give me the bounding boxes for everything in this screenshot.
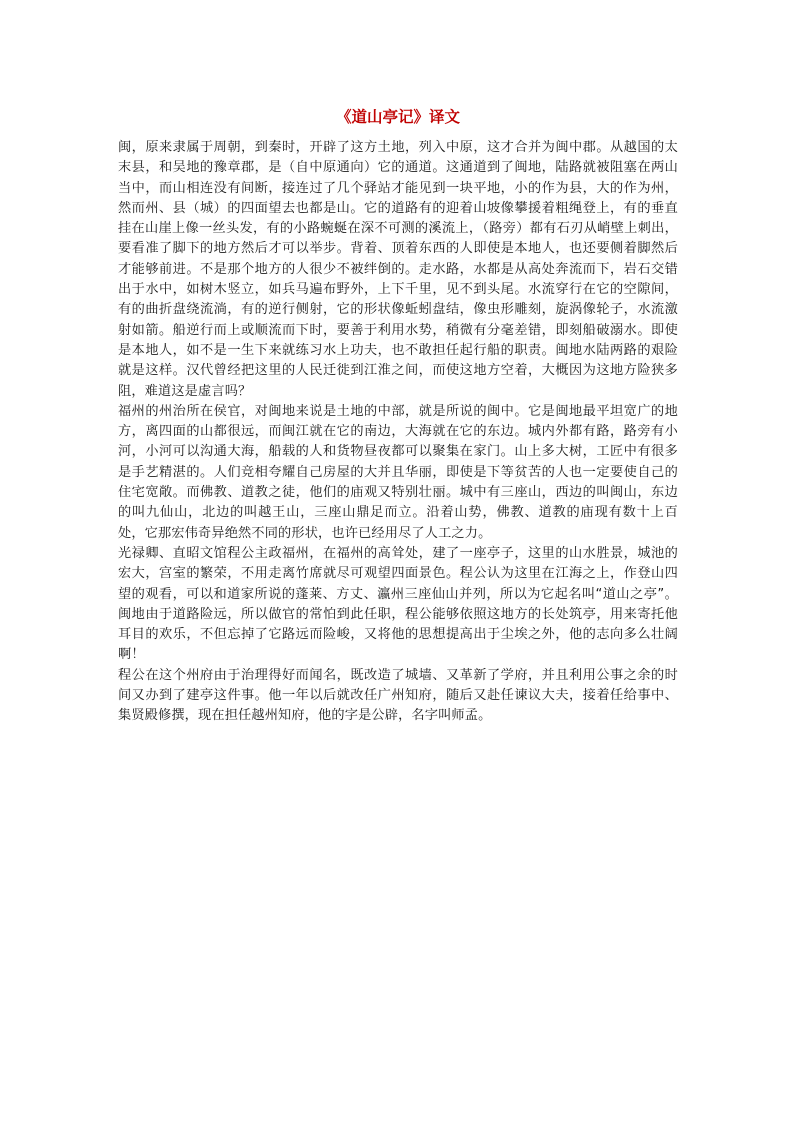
paragraph-1: 闽，原来隶属于周朝，到秦时，开辟了这方土地，列入中原，这才合并为闽中郡。从越国的太末县，和吴地的豫章郡，是（自中原通向）它的通道。这通道到了闽地，陆路就被阻塞在两山当中，而山相连没有间断，接连过了几个驿站才能见到一块平地，小的作为县，大的作为州，然而州、县（城）的四面望去也都是山。它的道路有的迎着山坡像攀援着粗绳登上，有的垂直挂在山崖上像一丝头发，有的小路蜿蜒在深不可测的溪流上，（路旁）都有石刃从峭壁上刺出，要看准了脚下的地方然后才可以举步。背着、顶着东西的人即使是本地人，也还要侧着脚然后才能够前进。不是那个地方的人很少不被绊倒的。走水路，水都是从高处奔流而下，岩石交错出于水中，如树木竖立，如兵马遍布野外，上下千里，见不到头尾。水流穿行在它的空隙间，有的曲折盘绕流淌，有的逆行侧射，它的形状像蚯蚓盘结，像虫形雕刻，旋涡像轮子，水流激射如箭。船逆行而上或顺流而下时，要善于利用水势，稍微有分毫差错，即刻船破溺水。即使是本地人，如不是一生下来就练习水上功夫，也不敢担任起行船的职责。闽地水陆两路的艰险就是这样。汉代曾经把这里的人民迁徙到江淮之间，而使这地方空着，大概因为这地方险狭多阻，难道这是虚言吗？ bbox=[118, 140, 678, 399]
document-page bbox=[118, 106, 678, 727]
paragraph-4: 程公在这个州府由于治理得好而闻名，既改造了城墙、又革新了学府，并且利用公事之余的时间又办到了建亭这件事。他一年以后就改任广州知府，随后又赴任谏议大夫，接着任给事中、集贤殿修撰，现在担任越州知府，他的字是公辟，名字叫师孟。 bbox=[118, 667, 678, 724]
document-title: 《道山亭记》译文 bbox=[335, 108, 460, 126]
paragraph-3: 光禄卿、直昭文馆程公主政福州，在福州的高耸处，建了一座亭子，这里的山水胜景，城池的宏大，宫室的繁荣，不用走离竹席就尽可观望四面景色。程公认为这里在江海之上，作登山四望的观看，可以和道家所说的蓬莱、方丈、瀛州三座仙山并列，所以为它起名叫“道山之亭”。闽地由于道路险远，所以做官的常怕到此任职，程公能够依照这地方的长处筑亭，用来寄托他耳目的欢乐，不但忘掉了它路远而险峻，又将他的思想提高出于尘埃之外，他的志向多么壮阔啊！ bbox=[118, 545, 678, 663]
paragraph-2: 福州的州治所在侯官，对闽地来说是土地的中部，就是所说的闽中。它是闽地最平坦宽广的地方，离四面的山都很远，而闽江就在它的南边，大海就在它的东边。城内外都有路，路旁有小河，小河可以沟通大海，船载的人和货物昼夜都可以聚集在家门。山上多大树，工匠中有很多是手艺精湛的。人们竞相夸耀自己房屋的大并且华丽，即使是下等贫苦的人也一定要使自己的住宅宽敞。而佛教、道教之徒，他们的庙观又特别壮丽。城中有三座山，西边的叫闽山，东边的叫九仙山，北边的叫越王山，三座山鼎足而立。沿着山势，佛教、道教的庙现有数十上百处，它那宏伟奇异绝然不同的形状，也许已经用尽了人工之力。 bbox=[118, 403, 678, 541]
